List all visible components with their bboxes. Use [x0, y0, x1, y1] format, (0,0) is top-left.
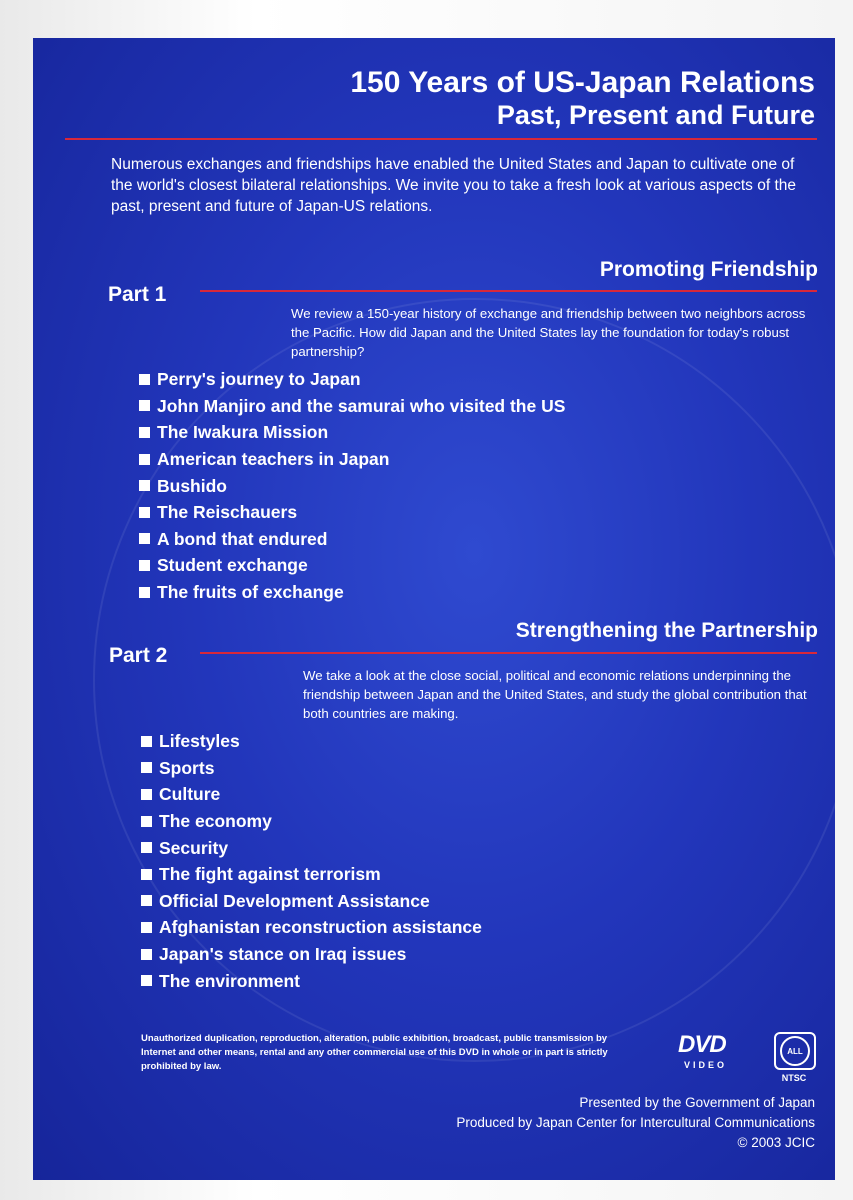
page-title: 150 Years of US-Japan Relations	[350, 66, 815, 99]
intro-paragraph: Numerous exchanges and friendships have enabled the United States and Japan to cultivate one of the world's closest bilateral relationships. We invite you to take a fresh look at various aspects of the past, present and future of Japan-US relations.	[111, 156, 797, 215]
bullet-square-icon	[139, 560, 150, 571]
bullet-square-icon	[141, 789, 152, 800]
list-item	[141, 781, 482, 808]
bullet-square-icon	[139, 427, 150, 438]
list-item	[141, 861, 482, 888]
bullet-square-icon	[141, 949, 152, 960]
region-box	[774, 1032, 816, 1070]
bullet-square-icon	[139, 454, 150, 465]
bullet-square-icon	[139, 480, 150, 491]
list-item	[141, 728, 482, 755]
bullet-square-icon	[141, 869, 152, 880]
list-item	[141, 834, 482, 861]
list-item	[141, 888, 482, 915]
bullet-square-icon	[139, 587, 150, 598]
list-item-label: Afghanistan reconstruction assistance	[159, 917, 482, 938]
list-item-label: The fight against terrorism	[159, 864, 381, 885]
list-item	[139, 472, 565, 499]
list-item	[139, 499, 565, 526]
dvd-video-logo	[678, 1033, 750, 1079]
part2-description: We take a look at the close social, political and economic relations underpinning the friendship between Japan and the United States, and study the global contribution that both countries are making.	[303, 668, 807, 721]
list-item	[139, 419, 565, 446]
list-item	[139, 366, 565, 393]
list-item	[139, 526, 565, 553]
list-item-label: The environment	[159, 970, 300, 991]
credits	[456, 1093, 815, 1153]
part2-topic-list	[141, 728, 482, 994]
list-item-label: American teachers in Japan	[157, 449, 390, 470]
part2-divider	[200, 652, 817, 654]
bullet-square-icon	[141, 816, 152, 827]
bullet-square-icon	[141, 922, 152, 933]
list-item-label: Sports	[159, 757, 215, 778]
list-item-label: The economy	[159, 811, 272, 832]
bullet-square-icon	[139, 507, 150, 518]
bullet-square-icon	[141, 736, 152, 747]
list-item-label: Student exchange	[157, 555, 308, 576]
credit-presented: Presented by the Government of Japan	[579, 1095, 815, 1110]
bullet-square-icon	[141, 895, 152, 906]
list-item-label: Official Development Assistance	[159, 890, 430, 911]
list-item-label: Security	[159, 837, 229, 858]
region-code-text: ALL	[787, 1046, 803, 1056]
list-item	[139, 446, 565, 473]
back-cover	[33, 38, 835, 1180]
globe-icon	[780, 1036, 810, 1066]
legal-notice: Unauthorized duplication, reproduction, alteration, public exhibition, broadcast, public transmission by Internet and other means, rental and any other commercial use of this DVD in whole or in part is strictly prohibited by law.	[141, 1033, 608, 1072]
list-item-label: Lifestyles	[159, 731, 240, 752]
bullet-square-icon	[139, 374, 150, 385]
list-item	[141, 755, 482, 782]
list-item	[139, 579, 565, 606]
list-item-label: A bond that endured	[157, 528, 328, 549]
part1-divider	[200, 290, 817, 292]
page-subtitle: Past, Present and Future	[496, 100, 815, 130]
list-item	[139, 552, 565, 579]
list-item-label: Perry's journey to Japan	[157, 369, 361, 390]
part1-label: Part 1	[108, 283, 167, 306]
credit-produced: Produced by Japan Center for Intercultural Communications	[456, 1115, 815, 1130]
list-item-label: The fruits of exchange	[157, 582, 344, 603]
title-divider	[65, 138, 817, 140]
part1-topic-list	[139, 366, 565, 605]
bullet-square-icon	[141, 842, 152, 853]
list-item-label: The Reischauers	[157, 502, 298, 523]
list-item	[141, 808, 482, 835]
list-item-label: The Iwakura Mission	[157, 422, 329, 443]
list-item	[139, 393, 565, 420]
list-item-label: John Manjiro and the samurai who visited the US	[157, 395, 566, 416]
part2-label: Part 2	[109, 644, 168, 667]
dvd-logo-subtext: VIDEO	[684, 1060, 728, 1070]
list-item	[141, 914, 482, 941]
list-item-label: Japan's stance on Iraq issues	[159, 944, 407, 965]
region-code-logo	[774, 1032, 814, 1084]
copyright: © 2003 JCIC	[737, 1135, 815, 1150]
part1-title: Promoting Friendship	[599, 258, 818, 281]
video-format-label: NTSC	[781, 1073, 807, 1083]
list-item	[141, 967, 482, 994]
bullet-square-icon	[141, 975, 152, 986]
bullet-square-icon	[139, 533, 150, 544]
part1-description: We review a 150-year history of exchange and friendship between two neighbors across the Pacific. How did Japan and the United States lay the foundation for today's robust partnership?	[291, 306, 806, 359]
list-item	[141, 941, 482, 968]
part2-title: Strengthening the Partnership	[515, 619, 818, 642]
dvd-logo-text: DVD	[678, 1031, 726, 1058]
list-item-label: Bushido	[157, 475, 227, 496]
bullet-square-icon	[139, 400, 150, 411]
bullet-square-icon	[141, 762, 152, 773]
list-item-label: Culture	[159, 784, 221, 805]
